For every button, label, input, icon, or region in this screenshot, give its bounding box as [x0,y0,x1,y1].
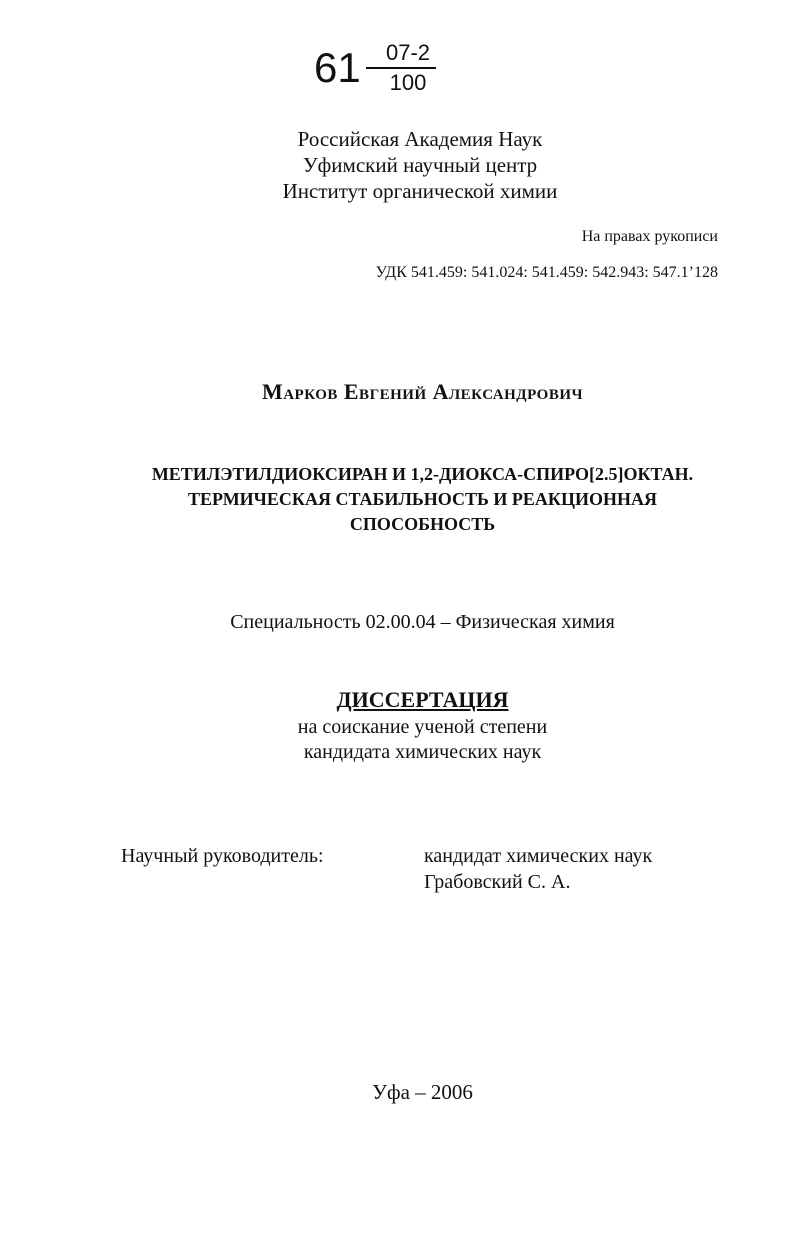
place-and-year: Уфа – 2006 [372,1080,473,1104]
degree-line-2: кандидата химических наук [303,741,542,763]
supervisor-name: Грабовский С. А. [424,871,571,893]
udk-code: УДК 541.459: 541.024: 541.459: 542.943: 547.1’128 [375,264,718,281]
organization-block [20,126,793,204]
title-line-2: ТЕРМИЧЕСКАЯ СТАБИЛЬНОСТЬ И РЕАКЦИОННАЯ [188,489,657,509]
organization-academy: Российская Академия Наук [297,127,543,151]
stamp-main-number: 61 [314,44,361,91]
organization-center: Уфимский научный центр [302,153,538,177]
organization-institute: Институт органической химии [282,179,558,203]
author-name: Марков Евгений Александрович [261,379,584,404]
title-line-1: МЕТИЛЭТИЛДИОКСИРАН И 1,2-ДИОКСА-СПИРО[2.5]ОКТАН. [151,464,694,484]
stamp-fraction-bar [366,67,436,69]
specialty: Специальность 02.00.04 – Физическая химия [230,611,615,633]
stamp-denominator: 100 [389,70,427,95]
supervisor-info [424,843,652,895]
rights-note: На правах рукописи [581,228,718,245]
degree-block [26,715,793,765]
title-line-3: СПОСОБНОСТЬ [349,514,496,534]
library-stamp [314,40,444,100]
supervisor-label: Научный руководитель: [121,845,324,867]
supervisor-rank: кандидат химических наук [424,845,653,867]
degree-line-1: на соискание ученой степени [297,716,548,738]
document-type: ДИССЕРТАЦИЯ [336,687,509,712]
stamp-numerator: 07-2 [385,40,431,65]
dissertation-title [26,462,793,537]
